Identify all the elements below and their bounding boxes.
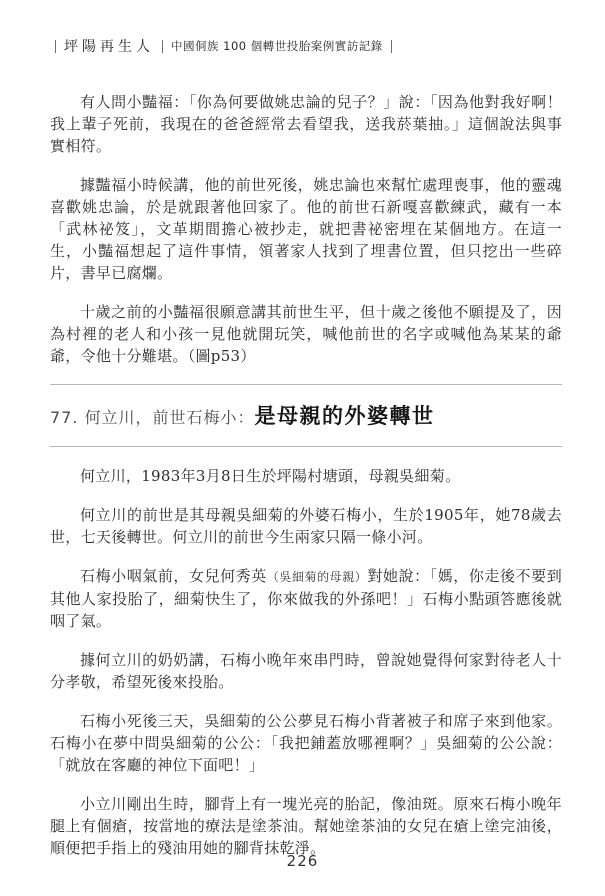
story-paragraph-3 (50, 565, 562, 632)
story-paragraph-4: 據何立川的奶奶講，石梅小晚年來串門時，曾說她覺得何家對待老人十分孝敬，希望死後來投胎。 (50, 651, 562, 691)
story-paragraph-1: 何立川，1983年3月8日生於坪陽村塘頭，母親吳細菊。 (80, 467, 461, 485)
story-paragraph-3-lead: 石梅小咽氣前，女兒何秀英 (80, 567, 267, 585)
page-number: 226 (286, 852, 319, 870)
intro-paragraph-1: 有人問小豔福：「你為何要做姚忠論的兒子？」說：「因為他對我好啊！我上輩子死前，我現在的爸爸經常去看望我，送我菸葉抽。」這個說法與事實相符。 (50, 93, 562, 155)
book-subtitle: 中國侗族 100 個轉世投胎案例實訪記錄 (171, 39, 383, 53)
intro-paragraph-3: 十歲之前的小豔福很願意講其前世生平，但十歲之後他不願提及了，因為村裡的老人和小孩一見他就開玩笑，喊他前世的名字或喊他為某某的爺爺，令他十分難堪。（圖p53） (50, 303, 562, 365)
separator-bar-icon (391, 40, 392, 53)
separator-bar-icon (55, 40, 56, 53)
story-paragraph-3-rest: 對她說：「媽，你走後不要到其他人家投胎了，細菊快生了，你來做我的外孫吧！」石梅小點頭答應後就咽了氣。 (50, 567, 562, 630)
story-paragraph-5: 石梅小死後三天，吳細菊的公公夢見石梅小背著被子和席子來到他家。石梅小在夢中問吳細菊的公公：「我把鋪蓋放哪裡啊？」吳細菊的公公說：「就放在客廳的神位下面吧！」 (50, 712, 562, 774)
section-number-title: 77. 何立川，前世石梅小： (50, 408, 255, 427)
section-title-emphasis: 是母親的外婆轉世 (254, 404, 435, 428)
intro-paragraph-2: 據豔福小時候講，他的前世死後，姚忠論也來幫忙處理喪事，他的靈魂喜歡姚忠論，於是就跟著他回家了。他的前世石新嘎喜歡練武，藏有一本「武林祕笈」，文革期間擔心被抄走，就把書祕密埋在某個地方。在這一生，小豔福想起了這件事情，領著家人找到了埋書位置，但只挖出一些碎片，書早已腐爛。 (50, 176, 562, 282)
book-title: 坪陽再生人 (64, 39, 154, 55)
text-column (50, 91, 562, 859)
story-paragraph-6: 小立川剛出生時，腳背上有一塊光亮的胎記，像油斑。原來石梅小晚年腿上有個瘡，按當地的療法是塗茶油。幫她塗茶油的女兒在瘡上塗完油後，順便把手指上的殘油用她的腳背抹乾淨。 (50, 795, 562, 857)
story-paragraph-2: 何立川的前世是其母親吳細菊的外婆石梅小，生於1905年，她78歲去世，七天後轉世。何立川的前世今生兩家只隔一條小河。 (50, 506, 562, 546)
parenthetical-note: （吳細菊的母親） (266, 570, 368, 584)
running-head (55, 36, 400, 56)
separator-bar-icon (162, 40, 163, 53)
section-heading (50, 384, 562, 447)
